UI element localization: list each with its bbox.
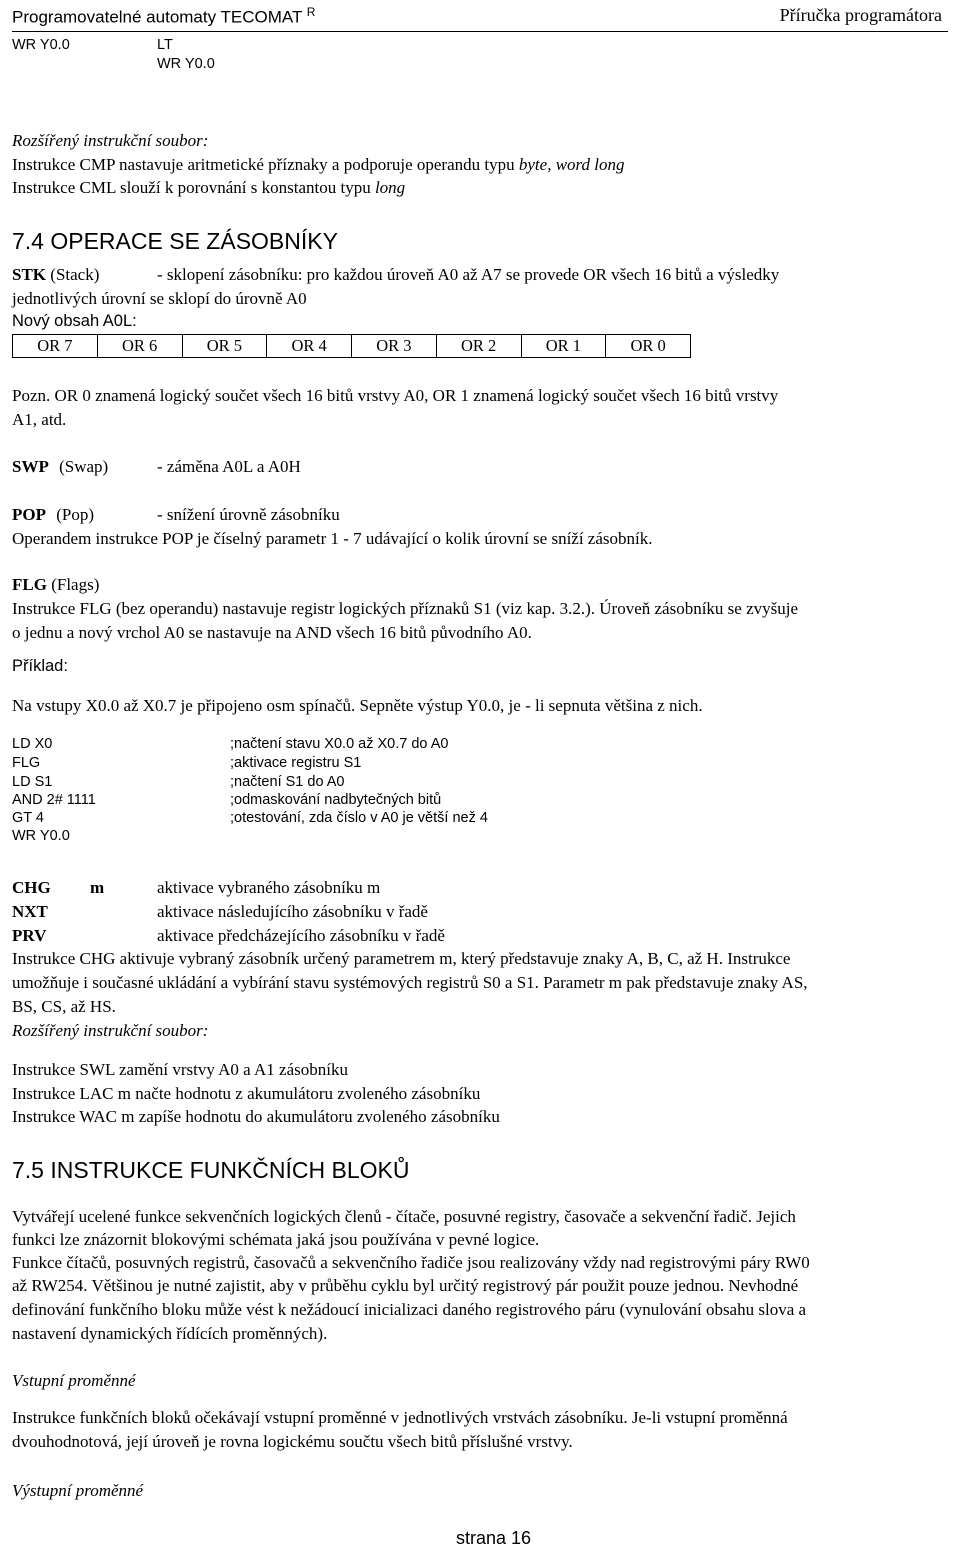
header-divider xyxy=(12,31,948,32)
stk-keyword: STK xyxy=(12,265,47,284)
or-cell: OR 6 xyxy=(98,335,183,357)
or-cell: OR 3 xyxy=(352,335,437,357)
stk-note-cont: A1, atd. xyxy=(12,410,67,429)
header-manual-title: Příručka programátora xyxy=(779,5,942,25)
section-paragraph: až RW254. Většinou je nutné zajistit, aby v průběhu cyklu byl určitý registrový pár použit pouze jednou. Nevhodné xyxy=(12,1276,799,1295)
pop-keyword-line xyxy=(12,505,94,525)
pop-paren: (Pop) xyxy=(56,505,95,524)
or-cell: OR 5 xyxy=(183,335,268,357)
section-paragraph: Funkce čítačů, posuvných registrů, časovačů a sekvenčního řadiče jsou realizovány vždy nad registrovými páry RW0 xyxy=(12,1253,810,1272)
flg-paragraph-cont: o jednu a nový vrchol A0 se nastavuje na AND všech 16 bitů původního A0. xyxy=(12,623,532,642)
or-cell: OR 1 xyxy=(522,335,607,357)
page-number: strana 16 xyxy=(456,1528,532,1548)
code-comment: ;otestování, zda číslo v A0 je větší než 4 xyxy=(230,810,488,826)
pop-paragraph: Operandem instrukce POP je číselný parametr 1 - 7 udávající o kolik úrovní se sníží zásobník. xyxy=(12,529,653,548)
section-heading-7-4: 7.4 OPERACE SE ZÁSOBNÍKY xyxy=(12,228,338,254)
chg-description: aktivace vybraného zásobníku m xyxy=(157,878,381,897)
ext-set-line-text: Instrukce CML slouží k porovnání s konstantou typu xyxy=(12,178,375,197)
input-variables-title: Vstupní proměnné xyxy=(12,1371,136,1390)
or-cell: OR 0 xyxy=(630,336,666,355)
registered-mark: R xyxy=(306,5,316,19)
flg-paragraph: Instrukce FLG (bez operandu) nastavuje registr logických příznaků S1 (viz kap. 3.2.). Úroveň zásobníku se zvyšuje xyxy=(12,599,799,618)
or-cell: OR 7 xyxy=(13,335,98,357)
input-variables-paragraph: Instrukce funkčních bloků očekávají vstupní proměnné v jednotlivých vrstvách zásobníku. Je-li vstupní proměnná xyxy=(12,1408,788,1427)
swp-keyword-line xyxy=(12,457,108,477)
chg-paragraph-cont: BS, CS, až HS. xyxy=(12,997,116,1016)
input-variables-paragraph: dvouhodnotová, její úroveň je rovna logickému součtu všech bitů příslušné vrstvy. xyxy=(12,1432,573,1451)
code-comment: ;aktivace registru S1 xyxy=(230,755,362,771)
code-instr: GT 4 xyxy=(12,810,44,826)
or-cell: OR 2 xyxy=(437,335,522,357)
ext-set-title: Rozšířený instrukční soubor: xyxy=(12,1021,209,1040)
ext-set-line: Instrukce SWL zamění vrstvy A0 a A1 zásobníku xyxy=(12,1060,348,1079)
stk-paren: (Stack) xyxy=(46,265,100,284)
top-code-line: LT xyxy=(157,37,173,53)
swp-paren: (Swap) xyxy=(59,457,109,476)
code-comment: ;načtení S1 do A0 xyxy=(230,774,345,790)
section-paragraph: Vytvářejí ucelené funkce sekvenčních logických členů - čítače, posuvné registry, časovače a sekvenční řadič. Jejich xyxy=(12,1207,796,1226)
code-instr: AND 2# 1111 xyxy=(12,792,96,808)
section-paragraph: definování funkčního bloku může vést k nežádoucí inicializaci daného registrového páru (vynulování obsahu slova a xyxy=(12,1300,807,1319)
header-title xyxy=(12,5,315,28)
swp-keyword: SWP xyxy=(12,457,49,476)
ext-set-line xyxy=(12,178,405,198)
swp-description: - záměna A0L a A0H xyxy=(157,457,301,476)
code-instr: FLG xyxy=(12,755,41,771)
flg-keyword: FLG xyxy=(12,575,47,594)
stk-description-cont: jednotlivých úrovní se sklopí do úrovně A0 xyxy=(12,289,307,308)
nxt-description: aktivace následujícího zásobníku v řadě xyxy=(157,902,428,921)
header-title-text: Programovatelné automaty TECOMAT xyxy=(12,7,303,27)
ext-set-line-italic: long xyxy=(374,178,406,197)
flg-paren: (Flags) xyxy=(46,575,100,594)
ext-set-line: Instrukce LAC m načte hodnotu z akumulátoru zvoleného zásobníku xyxy=(12,1084,481,1103)
example-label: Příklad: xyxy=(12,657,68,675)
stk-keyword-line xyxy=(12,265,99,285)
pop-keyword: POP xyxy=(12,505,46,524)
flg-keyword-line xyxy=(12,575,99,595)
ext-set-line xyxy=(12,155,625,175)
prv-description: aktivace předcházejícího zásobníku v řadě xyxy=(157,926,445,945)
ext-set-line-italic: byte, word long xyxy=(518,155,625,174)
code-instr: LD X0 xyxy=(12,736,53,752)
code-comment: ;odmaskování nadbytečných bitů xyxy=(230,792,442,808)
prv-keyword: PRV xyxy=(12,926,47,945)
or-table xyxy=(12,334,691,358)
code-comment: ;načtení stavu X0.0 až X0.7 do A0 xyxy=(230,736,449,752)
code-instr: WR Y0.0 xyxy=(12,828,70,844)
stk-new-content-label: Nový obsah A0L: xyxy=(12,312,137,330)
output-variables-title: Výstupní proměnné xyxy=(12,1481,144,1500)
code-instr: LD S1 xyxy=(12,774,53,790)
ext-set-line-text: Instrukce CMP nastavuje aritmetické příznaky a podporuje operandu typu xyxy=(12,155,519,174)
pop-description: - snížení úrovně zásobníku xyxy=(157,505,340,524)
stk-description: - sklopení zásobníku: pro každou úroveň A0 až A7 se provede OR všech 16 bitů a výsledky xyxy=(157,265,780,284)
top-code-line: WR Y0.0 xyxy=(12,37,70,53)
ext-set-line: Instrukce WAC m zapíše hodnotu do akumulátoru zvoleného zásobníku xyxy=(12,1107,500,1126)
chg-keyword: CHG xyxy=(12,878,51,897)
section-paragraph: funkci lze znázornit blokovými schémata jaká jsou používána v pevné logice. xyxy=(12,1230,540,1249)
chg-paragraph-cont: umožňuje i současné ukládání a vybírání stavu systémových registrů S0 a S1. Parametr m pak představuje znaky AS, xyxy=(12,973,808,992)
or-cell: OR 4 xyxy=(267,335,352,357)
top-code-line: WR Y0.0 xyxy=(157,56,215,72)
ext-set-title: Rozšířený instrukční soubor: xyxy=(12,131,209,150)
example-text: Na vstupy X0.0 až X0.7 je připojeno osm spínačů. Sepněte výstup Y0.0, je - li sepnuta většina z nich. xyxy=(12,696,703,715)
chg-paragraph: Instrukce CHG aktivuje vybraný zásobník určený parametrem m, který představuje znaky A, B, C, až H. Instrukce xyxy=(12,949,791,968)
stk-note: Pozn. OR 0 znamená logický součet všech 16 bitů vrstvy A0, OR 1 znamená logický součet všech 16 bitů vrstvy xyxy=(12,386,779,405)
section-paragraph: nastavení dynamických řídících proměnných). xyxy=(12,1324,328,1343)
section-heading-7-5: 7.5 INSTRUKCE FUNKČNÍCH BLOKŮ xyxy=(12,1157,410,1183)
nxt-keyword: NXT xyxy=(12,902,48,921)
chg-arg: m xyxy=(90,878,105,897)
